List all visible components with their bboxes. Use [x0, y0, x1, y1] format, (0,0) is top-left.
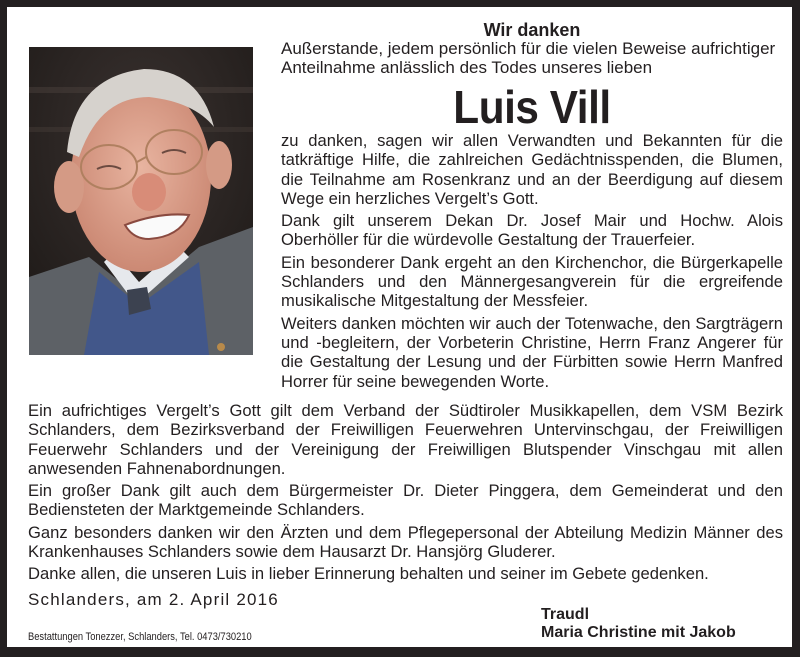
obituary-notice [7, 7, 792, 647]
thanks-paragraph: Ein großer Dank gilt auch dem Bürgermeister Dr. Dieter Pinggera, dem Gemeinderat und den Bediensteten der Marktgemeinde Schlanders. [28, 481, 783, 520]
thanks-full-width [28, 401, 783, 584]
thanks-paragraph: Ganz besonders danken wir den Ärzten und dem Pflegepersonal der Abteilung Medizin Männer des Krankenhauses Schlanders sowie dem Hausarzt Dr. Hansjörg Gluderer. [28, 522, 783, 562]
thanks-column [281, 131, 783, 391]
portrait-image-icon [29, 47, 253, 355]
thanks-paragraph: Dank gilt unserem Dekan Dr. Josef Mair und Hochw. Alois Oberhöller für die würdevolle Gestaltung der Trauerfeier. [281, 211, 783, 250]
place-date: Schlanders, am 2. April 2016 [28, 590, 279, 609]
signatures [541, 606, 736, 642]
thanks-paragraph: Ein besonderer Dank ergeht an den Kirchenchor, die Bürgerkapelle Schlanders und den Männergesangverein für die ergreifende musikalische Mitgestaltung der Messfeier. [281, 252, 783, 311]
thanks-paragraph: Weiters danken möchten wir auch der Totenwache, den Sargträgern und -begleitern, der Vorbeterin Christine, Herrn Franz Angerer für die Gestaltung der Lesung und der Fürbitten sowie Herrn Manfred Horrer für seine bewegenden Worte. [281, 313, 783, 391]
portrait-photo [29, 47, 253, 355]
thanks-paragraph: zu danken, sagen wir allen Verwandten und Bekannten für die tatkräftige Hilfe, die zahlreichen Gedächtnisspenden, die Blumen, die Teilnahme am Rosenkranz und an der Beerdigung auf diesem Wege ein herzliches Vergelt’s Gott. [281, 131, 783, 208]
thanks-paragraph: Danke allen, die unseren Luis in lieber Erinnerung behalten und seiner im Gebete gedenken. [28, 564, 709, 584]
thanks-paragraph: Ein aufrichtiges Vergelt’s Gott gilt dem Verband der Südtiroler Musikkapellen, dem VSM Bezirk Schlanders, dem Bezirksverband der Freiwilligen Feuerwehren Untervinschgau, der Freiwilligen Feuerwehr Schlanders und der Vereinigung der Freiwilligen Blutspender Vinschgau mit allen anwesenden Fahnenabordnungen. [28, 401, 783, 478]
funeral-home-footer: Bestattungen Tonezzer, Schlanders, Tel. 0473/730210 [28, 631, 252, 643]
signature-line: Traudl [541, 606, 590, 623]
signature-line: Maria Christine mit Jakob [541, 624, 736, 641]
deceased-name: Luis Vill [453, 81, 611, 133]
heading-wir-danken: Wir danken [483, 20, 581, 40]
intro-text: Außerstande, jedem persönlich für die vielen Beweise aufrichtiger Anteilnahme anlässlich des Todes unseres lieben [281, 39, 776, 78]
